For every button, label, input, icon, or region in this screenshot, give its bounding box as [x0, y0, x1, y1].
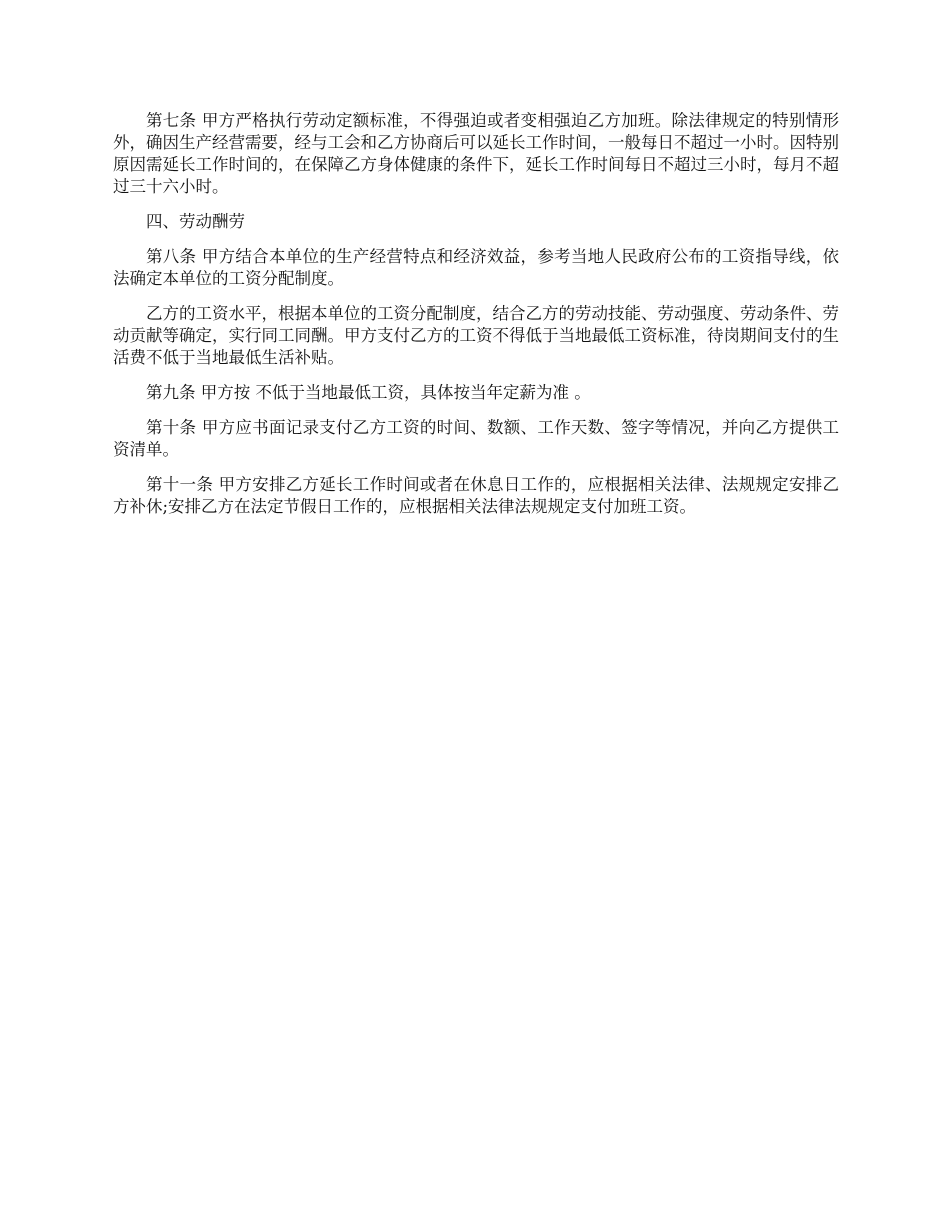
wage-level-paragraph: 乙方的工资水平，根据本单位的工资分配制度，结合乙方的劳动技能、劳动强度、劳动条件、劳动贡献等确定，实行同工同酬。甲方支付乙方的工资不得低于当地最低工资标准，待岗期间支付的生活费不低于当地最低生活补贴。 [113, 304, 839, 367]
document-body [113, 110, 839, 531]
article-7-paragraph: 第七条 甲方严格执行劳动定额标准，不得强迫或者变相强迫乙方加班。除法律规定的特别情形外，确因生产经营需要，经与工会和乙方协商后可以延长工作时间，一般每日不超过一小时。因特别原因需延长工作时间的，在保障乙方身体健康的条件下，延长工作时间每日不超过三小时，每月不超过三十六小时。 [113, 111, 839, 196]
article-10-paragraph: 第十条 甲方应书面记录支付乙方工资的时间、数额、工作天数、签字等情况，并向乙方提供工资清单。 [113, 418, 839, 459]
article-8-paragraph: 第八条 甲方结合本单位的生产经营特点和经济效益，参考当地人民政府公布的工资指导线，依法确定本单位的工资分配制度。 [113, 247, 839, 288]
section-heading-labor-remuneration: 四、劳动酬劳 [146, 212, 245, 231]
article-9-paragraph: 第九条 甲方按 不低于当地最低工资，具体按当年定薪为准 。 [146, 383, 591, 402]
article-11-paragraph: 第十一条 甲方安排乙方延长工作时间或者在休息日工作的，应根据相关法律、法规规定安排乙方补休;安排乙方在法定节假日工作的，应根据相关法律法规规定支付加班工资。 [113, 475, 839, 516]
